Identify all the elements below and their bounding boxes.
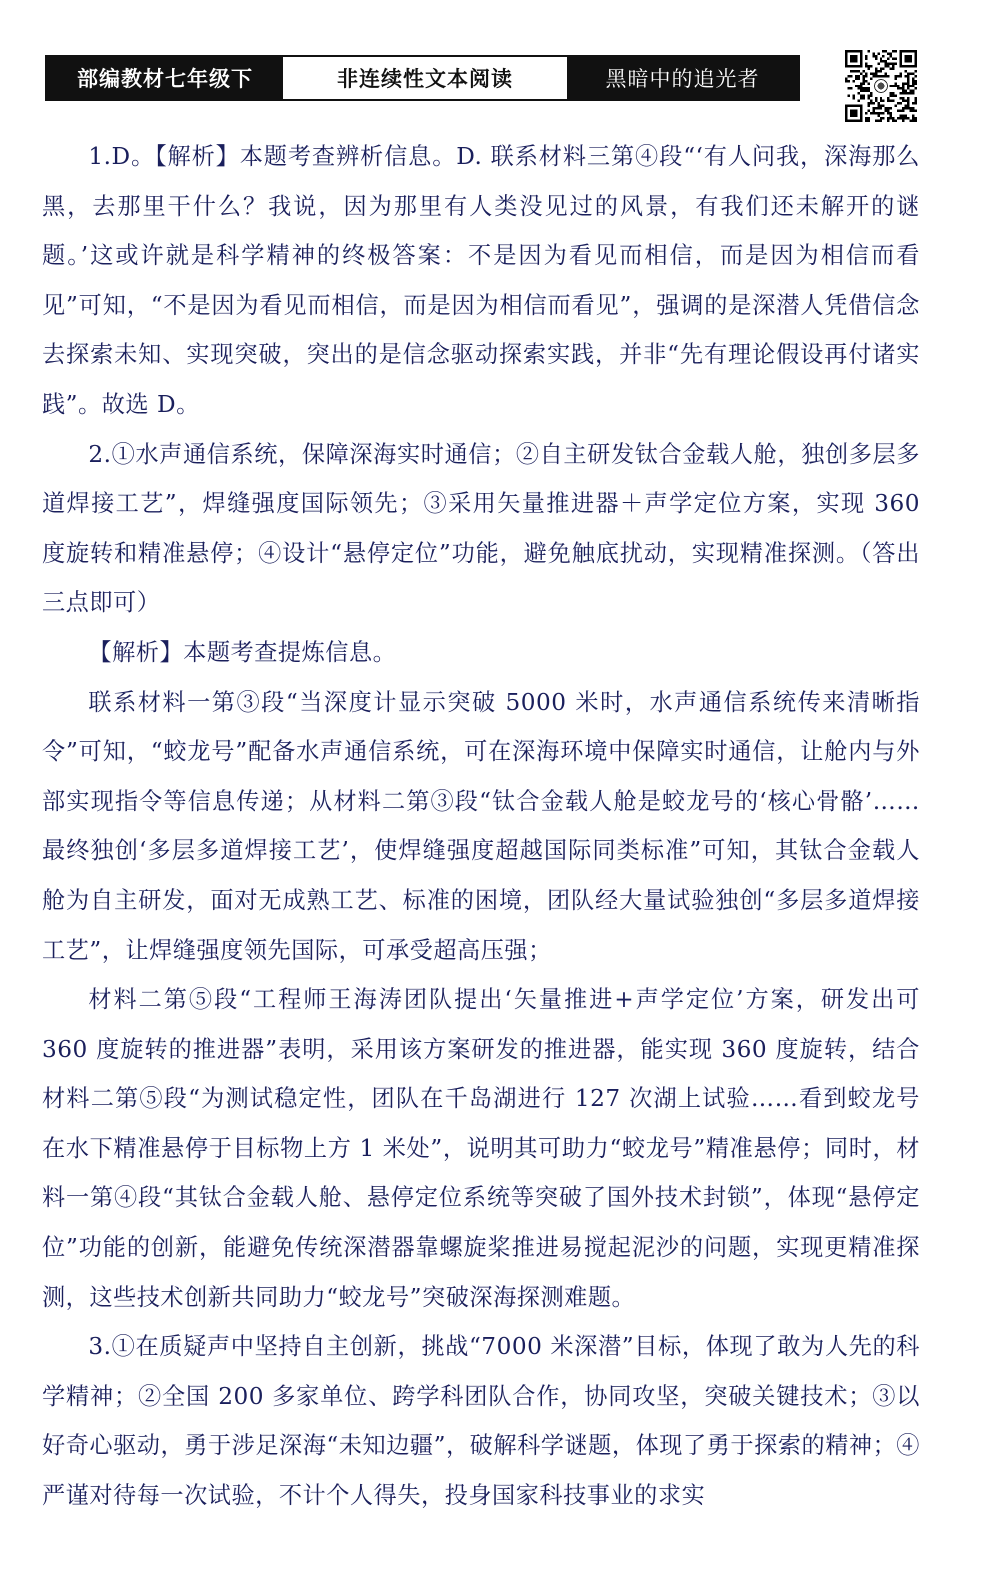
header-bar xyxy=(45,55,800,101)
answer-2-paragraph: 2.①水声通信系统，保障深海实时通信；②自主研发钛合金载人舱，独创多层多道焊接工艺”，焊缝强度国际领先；③采用矢量推进器＋声学定位方案，实现 360 度旋转和精准悬停；④设计“悬停定位”功能，避免触底扰动，实现精准探测。（答出三点即可） xyxy=(42,440,920,617)
header-article-title: 黑暗中的追光者 xyxy=(567,57,798,99)
header-textbook-label: 部编教材七年级下 xyxy=(47,57,283,99)
qr-code-icon[interactable] xyxy=(845,50,917,122)
answer-1-paragraph: 1.D。【解析】本题考查辨析信息。D. 联系材料三第④段“‘有人问我，深海那么黑，去那里干什么？我说，因为那里有人类没见过的风景，有我们还未解开的谜题。’这或许就是科学精神的终极答案：不是因为看见而相信，而是因为相信而看见”可知，“不是因为看见而相信，而是因为相信而看见”，强调的是深潜人凭借信念去探索未知、实现突破，突出的是信念驱动探索实践，并非“先有理论假设再付诸实践”。故选 D。 xyxy=(42,143,920,418)
header-section-label: 非连续性文本阅读 xyxy=(283,57,567,99)
answer-2-analysis-paragraph-2: 材料二第⑤段“工程师王海涛团队提出‘矢量推进+声学定位’方案，研发出可 360 度旋转的推进器”表明，采用该方案研发的推进器，能实现 360 度旋转，结合材料二第⑤段“为测试稳定性，团队在千岛湖进行 127 次湖上试验……看到蛟龙号在水下精准悬停于目标物上方 1 米处”，说明其可助力“蛟龙号”精准悬停；同时，材料一第④段“其钛合金载人舱、悬停定位系统等突破了国外技术封锁”，体现“悬停定位”功能的创新，能避免传统深潜器靠螺旋桨推进易搅起泥沙的问题，实现更精准探测，这些技术创新共同助力“蛟龙号”突破深海探测难题。 xyxy=(42,986,920,1311)
answer-3-paragraph: 3.①在质疑声中坚持自主创新，挑战“7000 米深潜”目标，体现了敢为人先的科学精神；②全国 200 多家单位、跨学科团队合作，协同攻坚，突破关键技术；③以好奇心驱动，勇于涉足深海“未知边疆”，破解科学谜题，体现了勇于探索的精神；④严谨对待每一次试验，不计个人得失，投身国家科技事业的求实 xyxy=(42,1333,920,1510)
answer-2-analysis-heading: 【解析】本题考查提炼信息。 xyxy=(88,638,397,666)
answer-content xyxy=(42,132,920,1521)
answer-2-analysis-paragraph-1: 联系材料一第③段“当深度计显示突破 5000 米时，水声通信系统传来清晰指令”可知，“蛟龙号”配备水声通信系统，可在深海环境中保障实时通信，让舱内与外部实现指令等信息传递；从材料二第③段“钛合金载人舱是蛟龙号的‘核心骨骼’……最终独创‘多层多道焊接工艺’，使焊缝强度超越国际同类标准”可知，其钛合金载人舱为自主研发，面对无成熟工艺、标准的困境，团队经大量试验独创“多层多道焊接工艺”，让焊缝强度领先国际，可承受超高压强； xyxy=(42,688,920,964)
